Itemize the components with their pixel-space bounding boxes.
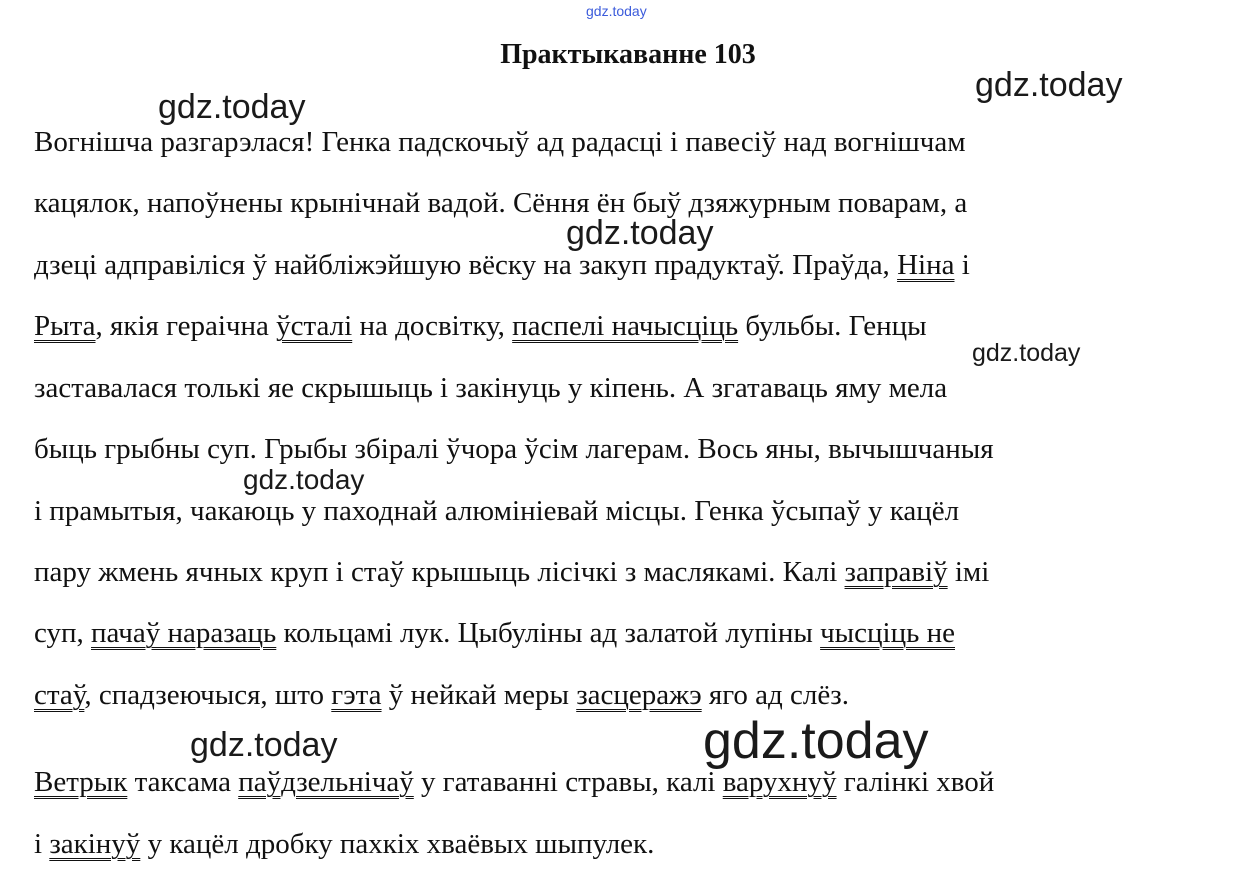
underlined-word: засцеражэ xyxy=(576,679,702,711)
underlined-word: паўдзельнічаў xyxy=(238,766,414,798)
text-line xyxy=(34,677,849,713)
text-line xyxy=(34,493,959,529)
text-line xyxy=(34,308,927,344)
text: кацялок, напоўнены крынічнай вадой. Сёння ён быў дзяжурным поварам, а xyxy=(34,187,968,219)
source-mark: gdz.today xyxy=(586,3,647,19)
underlined-word: Ніна xyxy=(897,249,955,281)
underlined-word: заправіў xyxy=(844,556,948,588)
text: кольцамі лук. Цыбуліны ад залатой лупіны xyxy=(276,617,821,649)
text: і xyxy=(34,828,50,860)
watermark: gdz.today xyxy=(566,214,714,252)
text: таксама xyxy=(127,766,239,798)
text: бульбы. Генцы xyxy=(738,310,927,342)
text: дзеці адправіліся ў найбліжэйшую вёску на закуп прадуктаў. Праўда, xyxy=(34,249,898,281)
text-line xyxy=(34,554,989,590)
underlined-word: стаў xyxy=(34,679,85,711)
text: і прамытыя, чакаюць у паходнай алюмініевай місцы. Генка ўсыпаў у кацёл xyxy=(34,495,960,527)
underlined-word: гэта xyxy=(331,679,382,711)
watermark: gdz.today xyxy=(190,726,338,764)
watermark: gdz.today xyxy=(243,464,365,495)
text: ў нейкай меры xyxy=(381,679,577,711)
text: у гатаванні стравы, калі xyxy=(413,766,723,798)
text: заставалася толькі яе скрышыць і закінуць у кіпень. А згатаваць яму мела xyxy=(34,372,948,404)
text: Вогнішча разгарэлася! Генка падскочыў ад радасці і павесіў над вогнішчам xyxy=(34,126,966,158)
underlined-word: закінуў xyxy=(49,828,141,860)
underlined-word: чысціць не xyxy=(820,617,955,649)
watermark: gdz.today xyxy=(972,339,1081,367)
text: яго ад слёз. xyxy=(701,679,849,711)
underlined-word: пачаў наразаць xyxy=(91,617,277,649)
page-title: Практыкаванне 103 xyxy=(500,39,756,70)
text-line xyxy=(34,431,994,467)
text: пару жмень ячных круп і стаў крышыць лісічкі з маслякамі. Калі xyxy=(34,556,845,588)
text-line xyxy=(34,615,955,651)
text: на досвітку, xyxy=(352,310,513,342)
text-line xyxy=(34,247,970,283)
text: і xyxy=(954,249,970,281)
watermark: gdz.today xyxy=(703,712,929,770)
underlined-word: Рыта xyxy=(34,310,96,342)
text-line xyxy=(34,826,654,862)
text: імі xyxy=(947,556,990,588)
watermark: gdz.today xyxy=(158,88,306,126)
text: суп, xyxy=(34,617,92,649)
text: , якія гераічна xyxy=(95,310,277,342)
text: у кацёл дробку пахкіх хваёвых шыпулек. xyxy=(140,828,655,860)
text-line xyxy=(34,370,947,406)
text: галінкі хвой xyxy=(836,766,995,798)
underlined-word: паспелі начысціць xyxy=(512,310,739,342)
text-line xyxy=(34,185,967,221)
watermark: gdz.today xyxy=(975,66,1123,104)
text-line xyxy=(34,124,966,160)
text: быць грыбны суп. Грыбы збіралі ўчора ўсім лагерам. Вось яны, вычышчаныя xyxy=(34,433,994,465)
underlined-word: варухнуў xyxy=(722,766,837,798)
underlined-word: ўсталі xyxy=(276,310,353,342)
text: , спадзеючыся, што xyxy=(84,679,332,711)
underlined-word: Ветрык xyxy=(34,766,128,798)
